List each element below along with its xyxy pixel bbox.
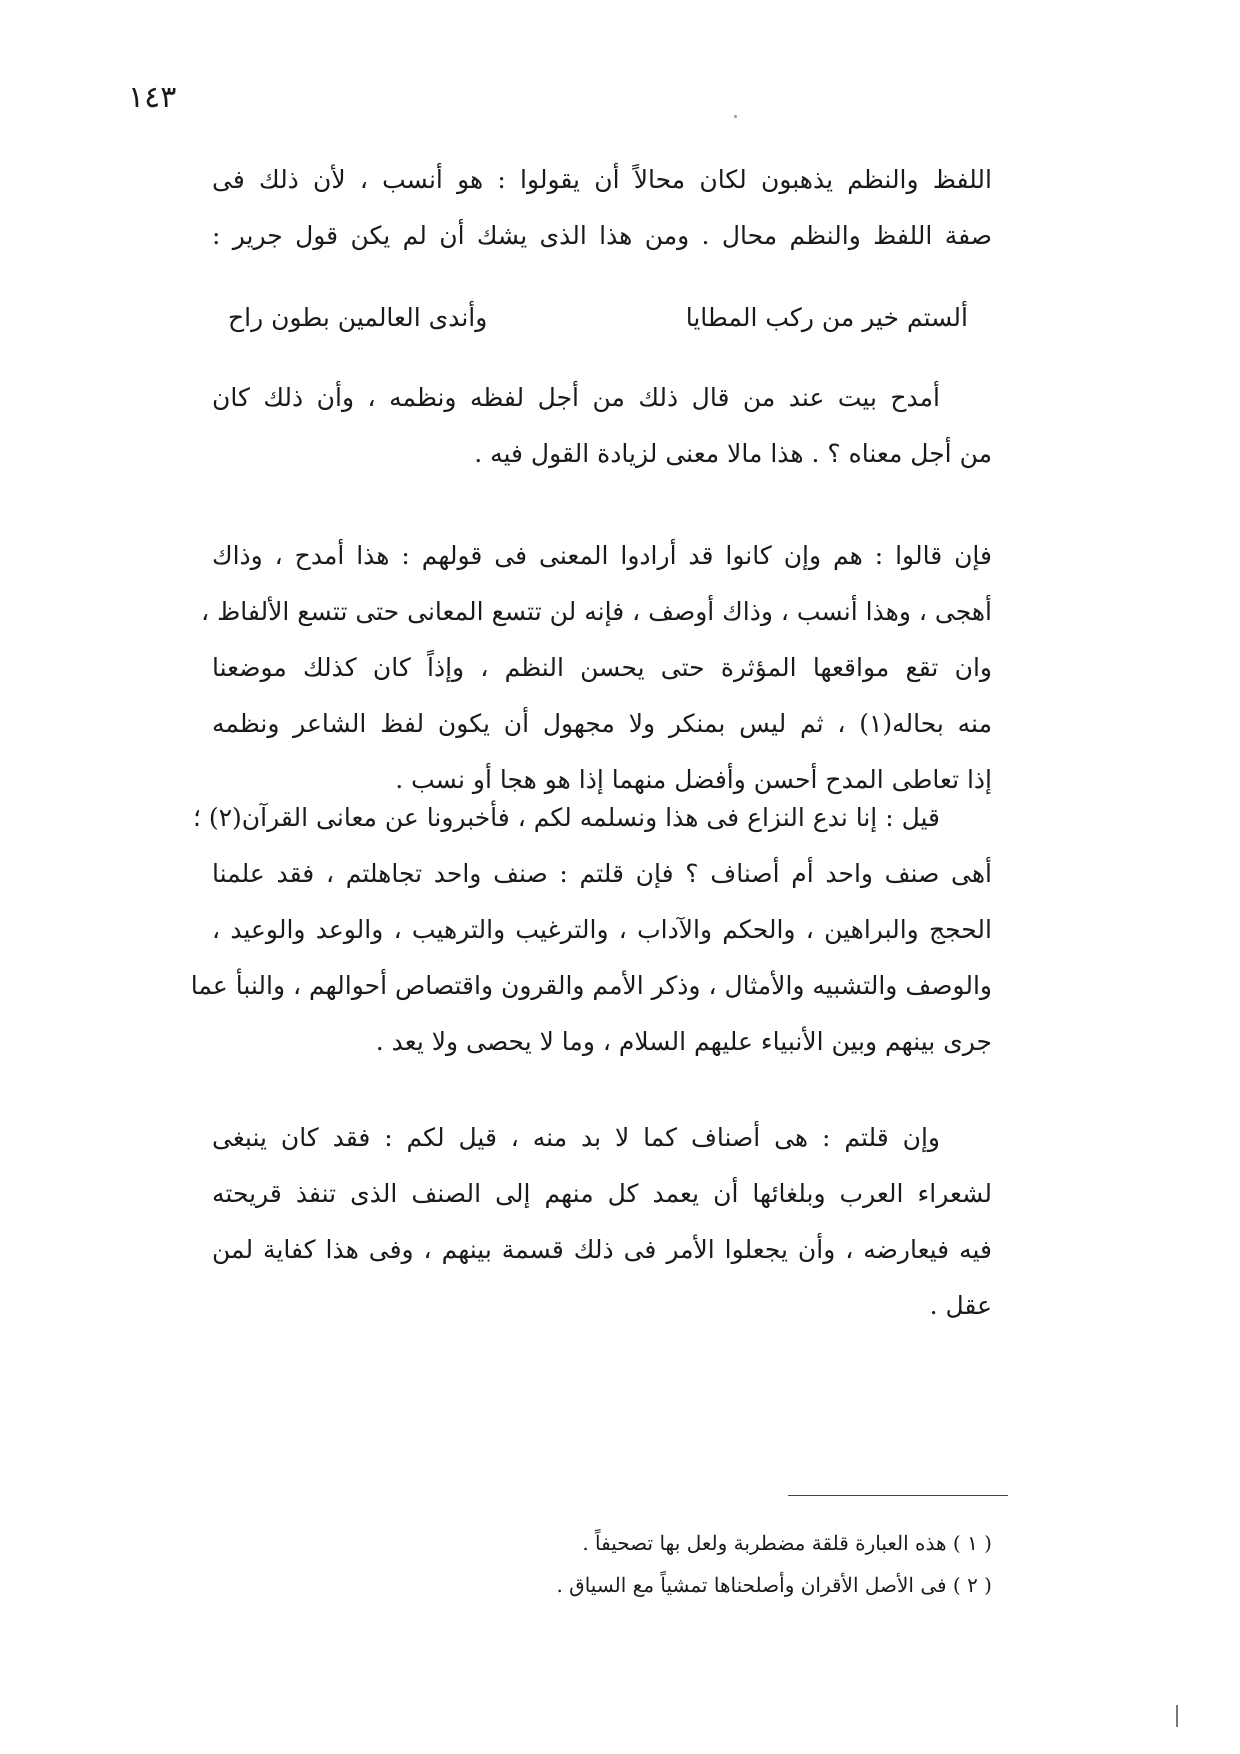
footnote-divider <box>788 1495 1008 1496</box>
text-line: اللفظ والنظم يذهبون لكان محالاً أن يقولوا : هو أنسب ، لأن ذلك فى <box>212 165 992 194</box>
text-line: جرى بينهم وبين الأنبياء عليهم السلام ، وما لا يحصى ولا يعد . <box>375 1027 992 1056</box>
text-line: أهجى ، وهذا أنسب ، وذاك أوصف ، فإنه لن تتسع المعانى حتى تتسع الألفاظ ، <box>201 597 992 626</box>
text-line: فإن قالوا : هم وإن كانوا قد أرادوا المعنى فى قولهم : هذا أمدح ، وذاك <box>212 541 992 570</box>
footnote-1: ( ١ ) هذه العبارة قلقة مضطربة ولعل بها تصحيفاً . <box>582 1531 992 1555</box>
text-line: وان تقع مواقعها المؤثرة حتى يحسن النظم ، وإذاً كان كذلك موضعنا <box>212 653 992 682</box>
scan-speck <box>734 115 737 118</box>
text-line: وإن قلتم : هى أصناف كما لا بد منه ، قيل لكم : فقد كان ينبغى <box>212 1123 940 1152</box>
text-line: قيل : إنا ندع النزاع فى هذا ونسلمه لكم ، فأخبرونا عن معانى القرآن(٢) ؛ <box>192 803 940 832</box>
poetry-verse <box>228 290 968 346</box>
paragraph-1 <box>212 152 992 264</box>
verse-second-hemistich: وأندى العالمين بطون راح <box>228 303 488 332</box>
paragraph-4 <box>190 790 992 1070</box>
footnote-2: ( ٢ ) فى الأصل الأقران وأصلحناها تمشياً مع السياق . <box>556 1573 992 1597</box>
text-line: لشعراء العرب وبلغائها أن يعمد كل منهم إلى الصنف الذى تنفذ قريحته <box>212 1179 992 1208</box>
text-line: عقل . <box>929 1291 992 1320</box>
text-line: من أجل معناه ؟ . هذا مالا معنى لزيادة القول فيه . <box>474 439 992 468</box>
page-number: ١٤٣ <box>128 80 177 115</box>
text-line: إذا تعاطى المدح أحسن وأفضل منهما إذا هو هجا أو نسب . <box>395 765 992 794</box>
margin-mark <box>1176 1705 1178 1727</box>
paragraph-5 <box>212 1110 992 1334</box>
text-line: صفة اللفظ والنظم محال . ومن هذا الذى يشك أن لم يكن قول جرير : <box>212 221 992 250</box>
paragraph-3 <box>201 528 992 808</box>
verse-first-hemistich: ألستم خير من ركب المطايا <box>685 303 968 332</box>
text-line: والوصف والتشبيه والأمثال ، وذكر الأمم والقرون واقتصاص أحوالهم ، والنبأ عما <box>190 971 992 1000</box>
text-line: فيه فيعارضه ، وأن يجعلوا الأمر فى ذلك قسمة بينهم ، وفى هذا كفاية لمن <box>212 1235 992 1264</box>
text-line: الحجج والبراهين ، والحكم والآداب ، والترغيب والترهيب ، والوعد والوعيد ، <box>212 915 992 944</box>
text-line: أمدح بيت عند من قال ذلك من أجل لفظه ونظمه ، وأن ذلك كان <box>212 383 940 412</box>
paragraph-2 <box>212 370 992 482</box>
text-line: منه بحاله(١) ، ثم ليس بمنكر ولا مجهول أن يكون لفظ الشاعر ونظمه <box>212 709 992 738</box>
footnotes <box>292 1522 992 1606</box>
text-line: أهى صنف واحد أم أصناف ؟ فإن قلتم : صنف واحد تجاهلتم ، فقد علمنا <box>212 859 992 888</box>
